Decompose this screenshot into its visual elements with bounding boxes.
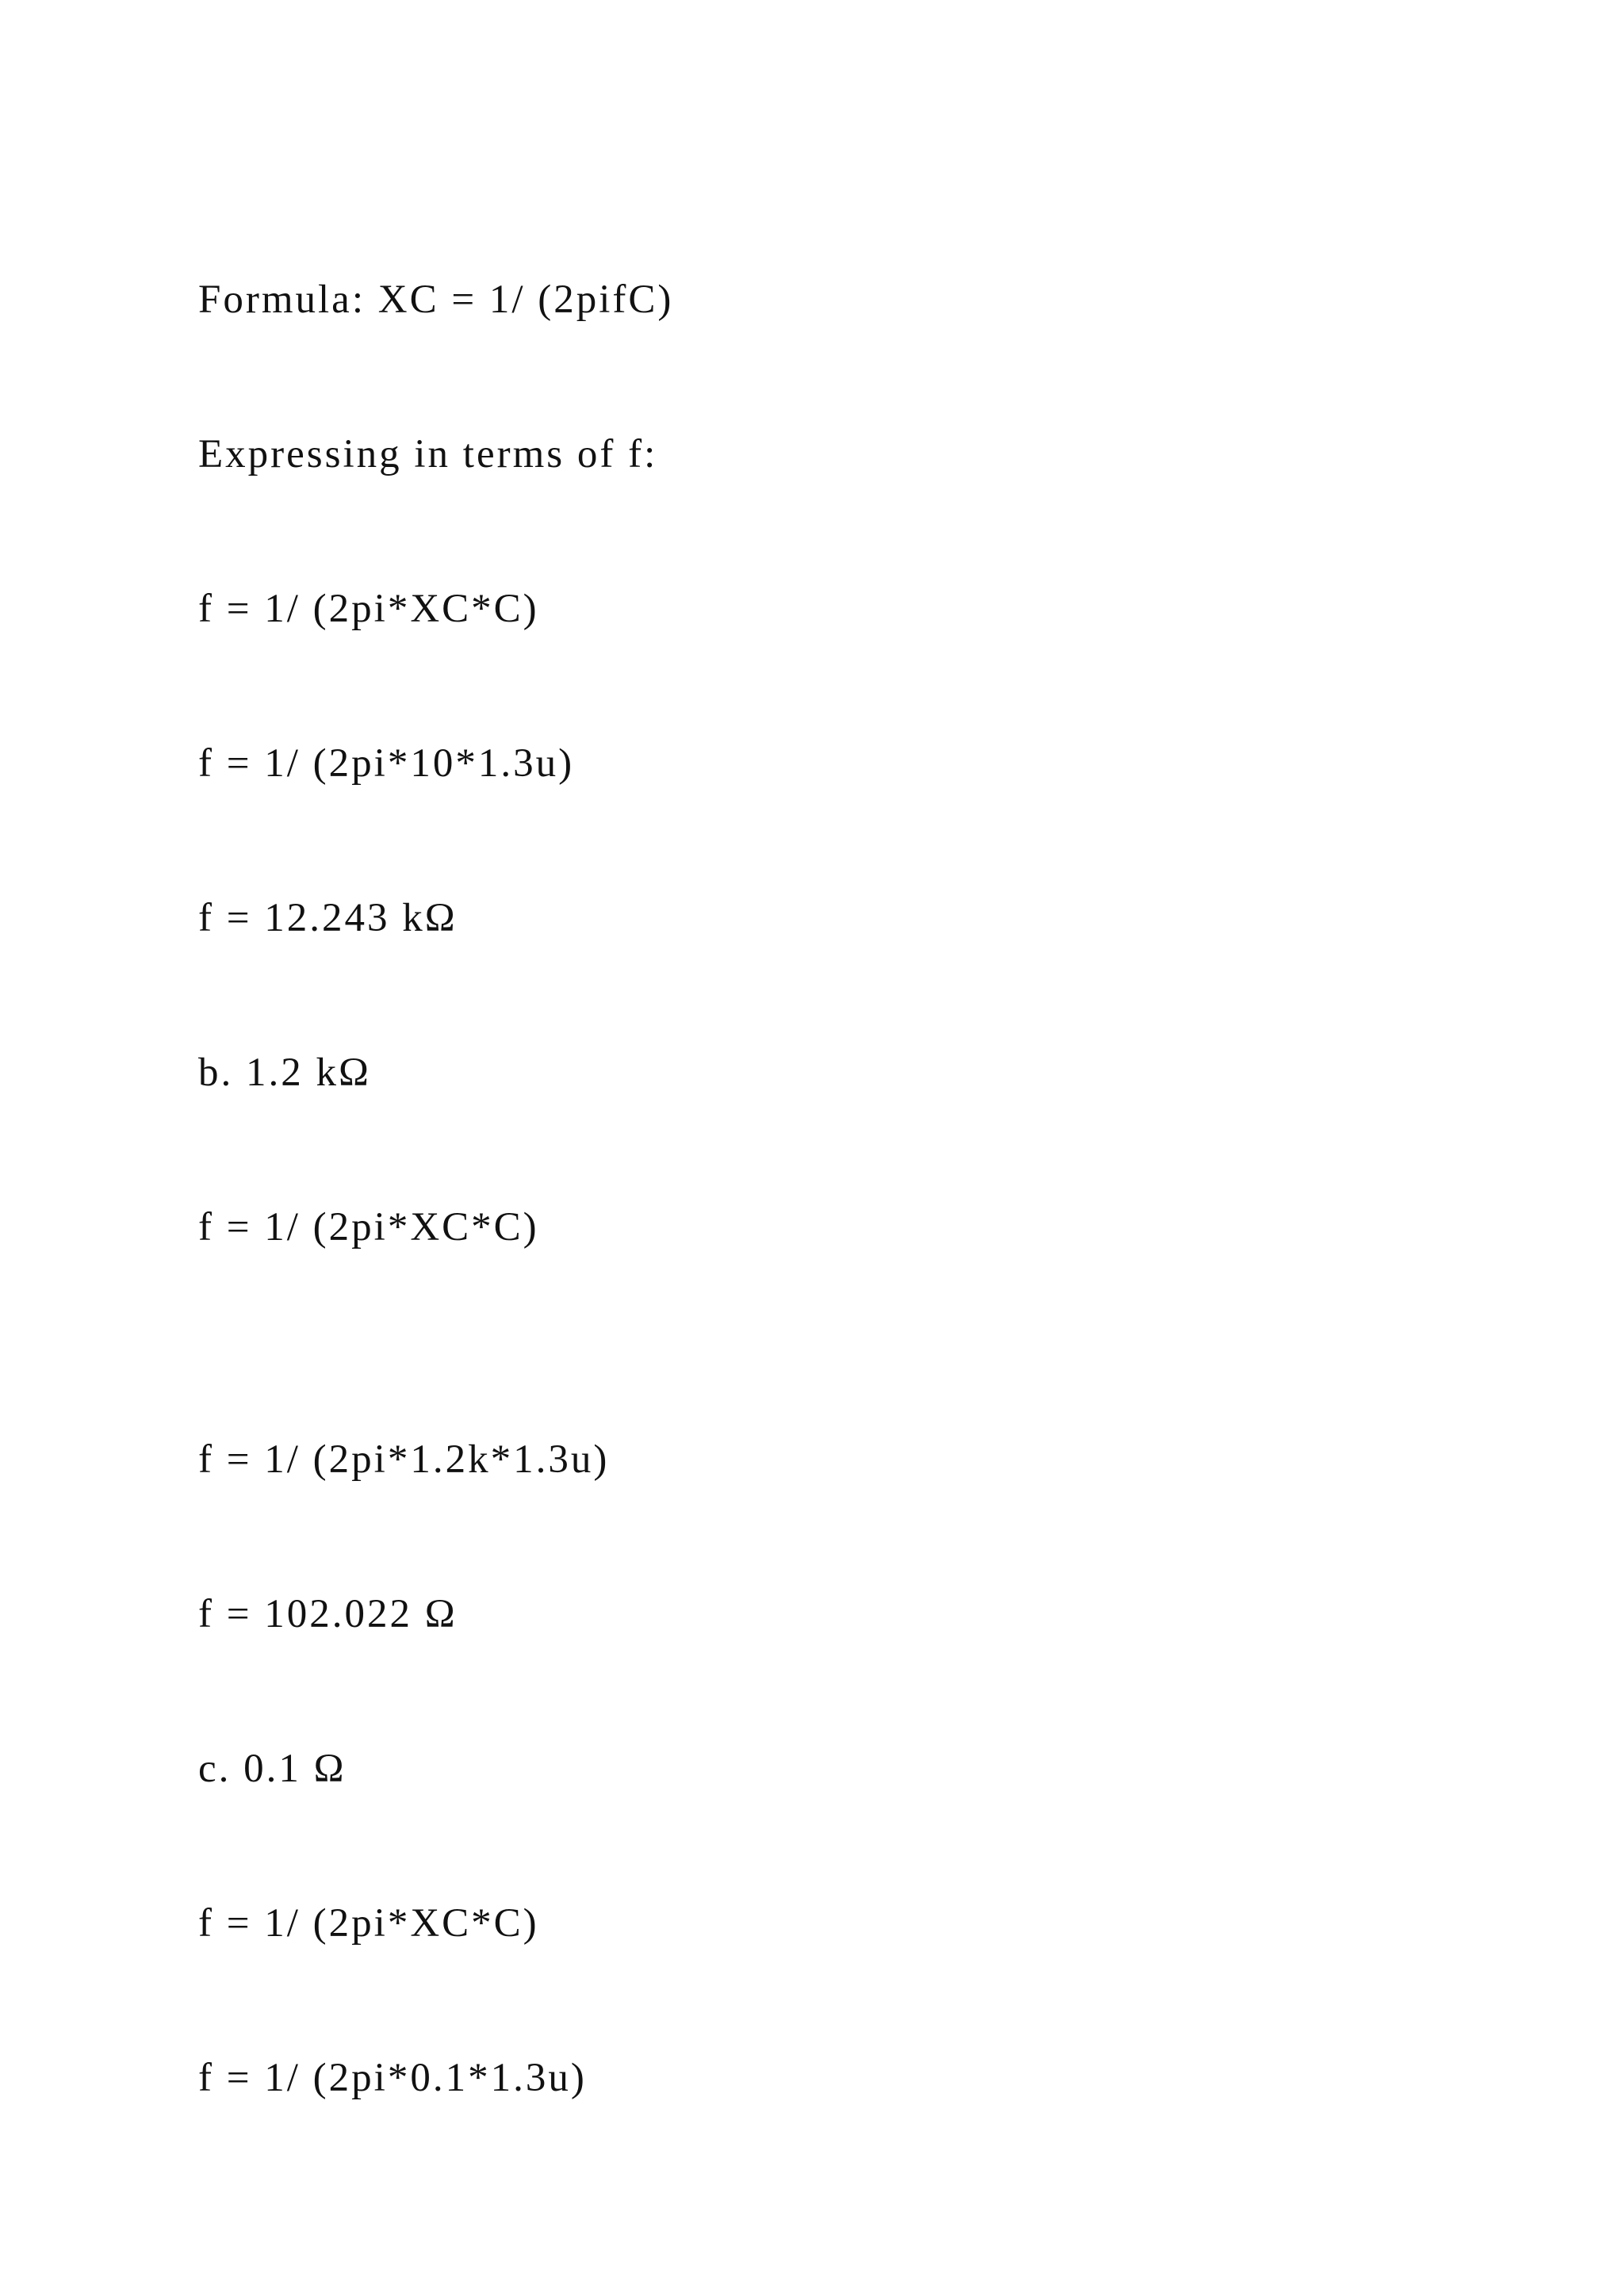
part-c-heading: c. 0.1 Ω — [198, 1747, 347, 1791]
equation-line-substituted-c: f = 1/ (2pi*0.1*1.3u) — [198, 2056, 587, 2100]
result-line-a: f = 12.243 kΩ — [198, 896, 458, 940]
equation-line-general-a: f = 1/ (2pi*XC*C) — [198, 587, 539, 631]
formula-line: Formula: XC = 1/ (2pifC) — [198, 277, 674, 322]
equation-line-substituted-b: f = 1/ (2pi*1.2k*1.3u) — [198, 1437, 610, 1482]
equation-line-general-c: f = 1/ (2pi*XC*C) — [198, 1901, 539, 1946]
equation-line-substituted-a: f = 1/ (2pi*10*1.3u) — [198, 741, 575, 786]
equation-line-general-b: f = 1/ (2pi*XC*C) — [198, 1205, 539, 1249]
expressing-line: Expressing in terms of f: — [198, 432, 658, 476]
part-b-heading: b. 1.2 kΩ — [198, 1050, 371, 1095]
result-line-b: f = 102.022 Ω — [198, 1592, 458, 1636]
